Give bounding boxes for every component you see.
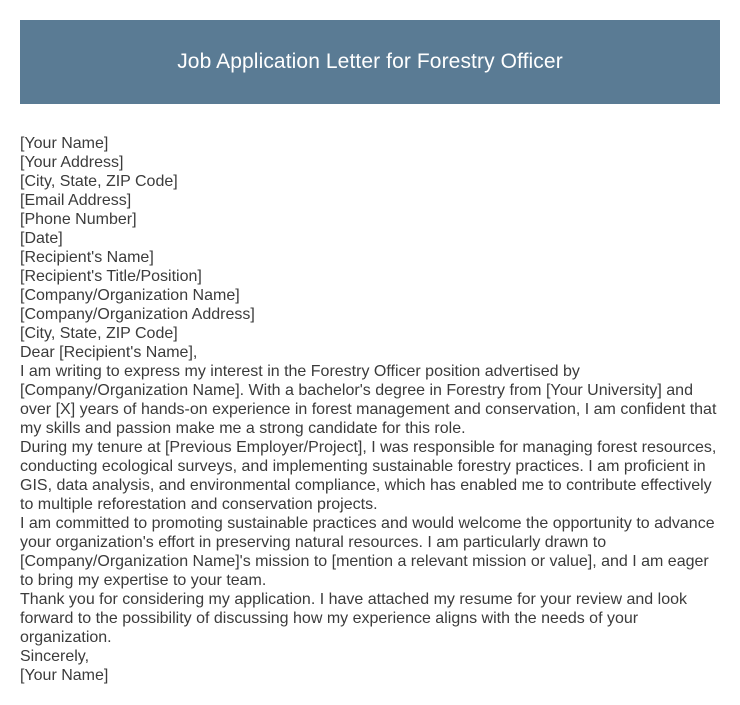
sender-name: [Your Name] bbox=[20, 135, 109, 152]
recipient-city-state-zip: [City, State, ZIP Code] bbox=[20, 325, 178, 342]
sender-phone: [Phone Number] bbox=[20, 211, 137, 228]
paragraph-experience: During my tenure at [Previous Employer/Project], I was responsible for managing forest resources, conducting ecological surveys, and implementing sustainable forestry practices. I am proficient in GIS, data analysis, and environmental compliance, which has enabled me to contribute effectively to multiple reforestation and conservation projects. bbox=[20, 439, 717, 513]
paragraph-introduction: I am writing to express my interest in the Forestry Officer position advertised by [Company/Organization Name]. With a bachelor's degree in Forestry from [Your University] and over [X] years of hands-on experience in forest management and conservation, I am confident that my skills and passion make me a strong candidate for this role. bbox=[20, 363, 717, 437]
title-banner bbox=[20, 20, 720, 104]
letter-body bbox=[20, 134, 720, 685]
recipient-organization: [Company/Organization Name] bbox=[20, 287, 240, 304]
sender-email: [Email Address] bbox=[20, 192, 132, 209]
letter-date: [Date] bbox=[20, 230, 63, 247]
signature: [Your Name] bbox=[20, 667, 109, 684]
recipient-address: [Company/Organization Address] bbox=[20, 306, 255, 323]
paragraph-closing: Thank you for considering my application. I have attached my resume for your review and look forward to the possibility of discussing how my experience aligns with the needs of your organization. bbox=[20, 591, 687, 646]
recipient-name: [Recipient's Name] bbox=[20, 249, 154, 266]
page-title: Job Application Letter for Forestry Officer bbox=[177, 50, 563, 73]
salutation: Dear [Recipient's Name], bbox=[20, 344, 198, 361]
recipient-title: [Recipient's Title/Position] bbox=[20, 268, 202, 285]
paragraph-motivation: I am committed to promoting sustainable practices and would welcome the opportunity to advance your organization's effort in preserving natural resources. I am particularly drawn to [Company/Organization Name]'s mission to [mention a relevant mission or value], and I am eager to bring my expertise to your team. bbox=[20, 515, 715, 589]
closing: Sincerely, bbox=[20, 648, 90, 665]
sender-address: [Your Address] bbox=[20, 154, 124, 171]
sender-city-state-zip: [City, State, ZIP Code] bbox=[20, 173, 178, 190]
